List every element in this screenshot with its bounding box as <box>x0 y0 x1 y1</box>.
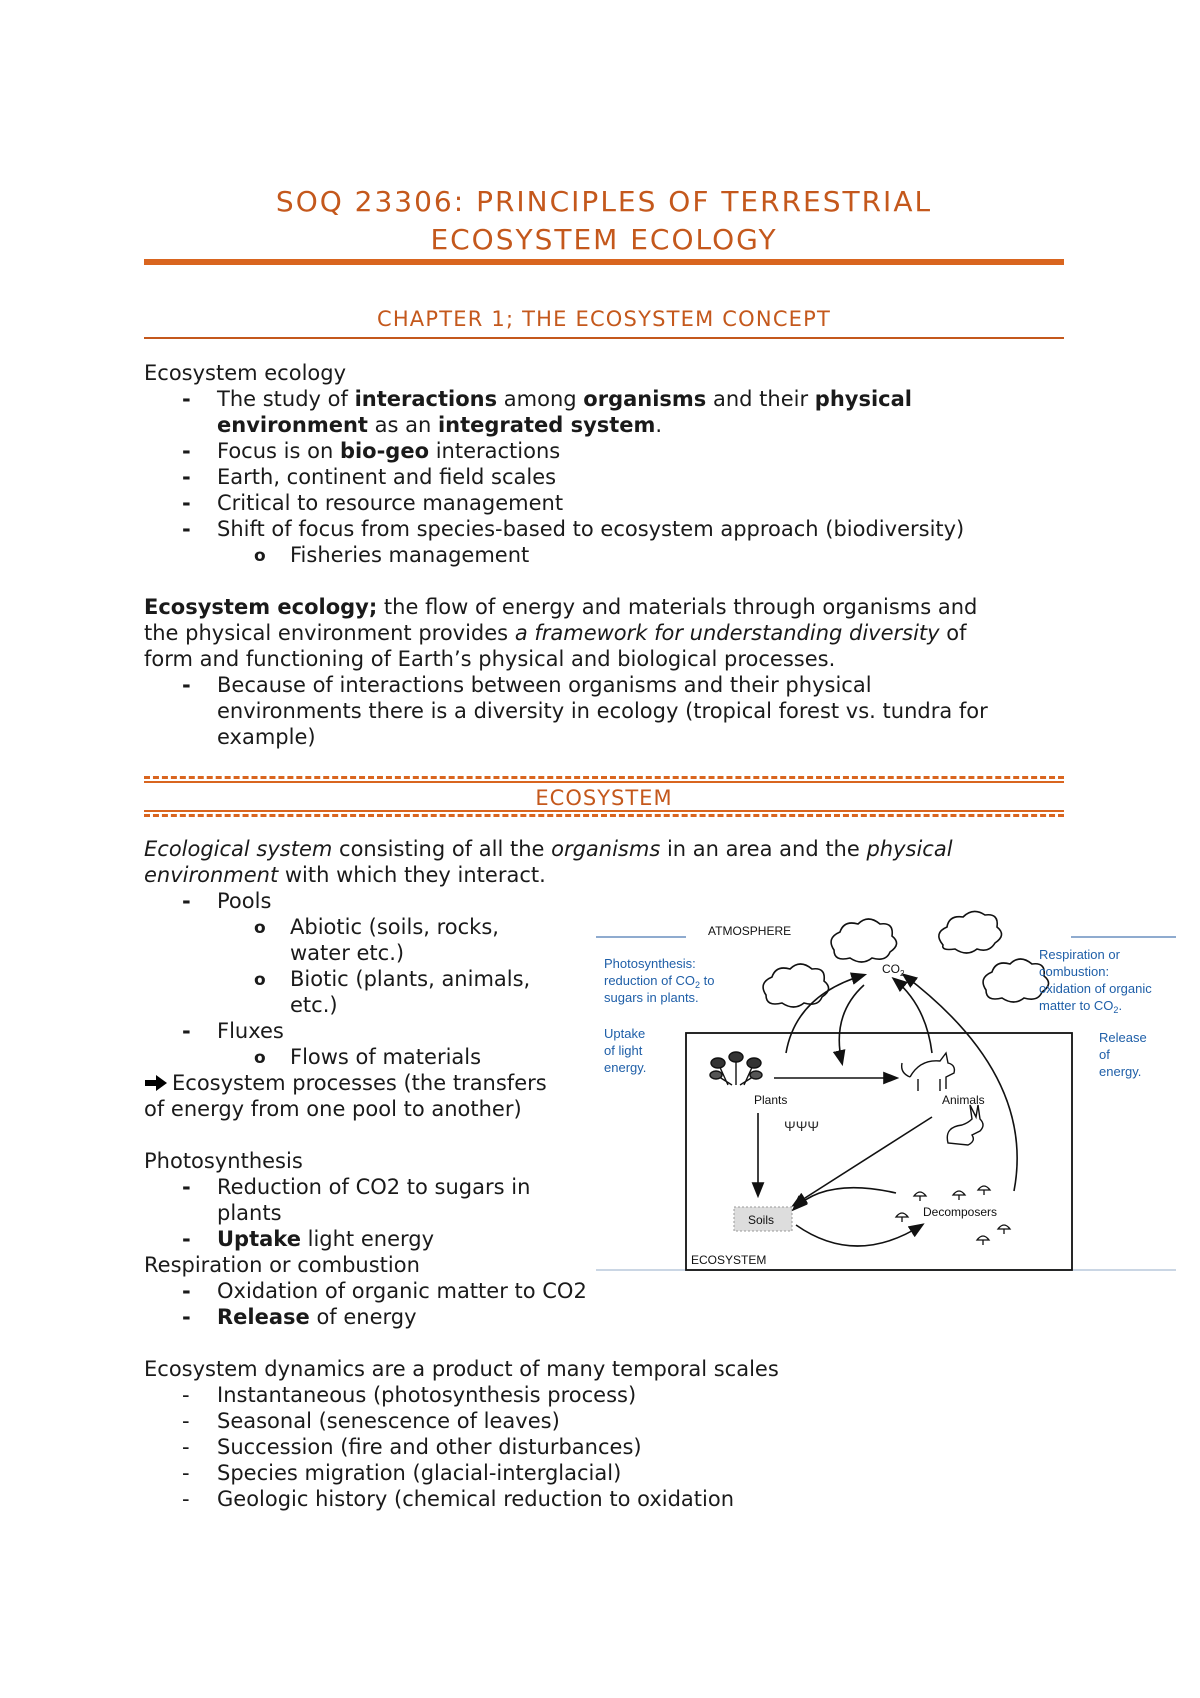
cloud-icon <box>763 964 828 1007</box>
arrow-co2-to-plants-uptake <box>786 975 864 1053</box>
photosynthesis-label-line-3: sugars in plants. <box>604 990 699 1005</box>
sub-bullet-biotic-line-2: etc.) <box>290 993 338 1017</box>
ecosystem-ecology-definition-line-1: Ecosystem ecology; the flow of energy and materials through organisms and <box>144 595 978 619</box>
uptake-label-line-3: energy. <box>604 1060 647 1075</box>
sub-bullet-o: o <box>254 918 266 938</box>
bullet-dash: - <box>182 387 191 411</box>
section-rule-bottom <box>144 810 1064 812</box>
ecosystem-box-label: ECOSYSTEM <box>691 1253 767 1267</box>
respiration-label-line-4: matter to $CO_2$. <box>1039 998 1123 1015</box>
list-item: Seasonal (senescence of leaves) <box>217 1409 560 1433</box>
bullet-reduction-line-1: Reduction of CO2 to sugars in <box>217 1175 531 1199</box>
ecosystem-ecology-definition-line-3: form and functioning of Earth’s physical and biological processes. <box>144 647 836 671</box>
respiration-heading: Respiration or combustion <box>144 1253 420 1277</box>
section-heading-ecosystem: ECOSYSTEM <box>535 786 673 810</box>
atmosphere-label: ATMOSPHERE <box>708 924 792 938</box>
soils-label: Soils <box>748 1213 775 1227</box>
sub-bullet-o: o <box>254 970 266 990</box>
ecological-system-line-2: environment with which they interact. <box>144 863 546 887</box>
bullet-scales: Earth, continent and field scales <box>217 465 557 489</box>
list-item: Species migration (glacial-interglacial) <box>217 1461 622 1485</box>
bullet-diversity-line-3: example) <box>217 725 316 749</box>
bullet-pools: Pools <box>217 889 272 913</box>
ecosystem-ecology-heading: Ecosystem ecology <box>144 361 347 385</box>
plants-label: Plants <box>754 1093 788 1107</box>
arrow-co2-to-plants <box>839 985 864 1063</box>
rabbit-icon <box>947 1105 983 1145</box>
photosynthesis-heading: Photosynthesis <box>144 1149 303 1173</box>
bullet-release: Release of energy <box>217 1305 417 1329</box>
bullet-dash: - <box>182 439 191 463</box>
bullet-dash: - <box>182 1279 191 1303</box>
bullet-dash: - <box>182 889 191 913</box>
bullet-dash: - <box>182 1383 190 1407</box>
bullet-dash: - <box>182 465 191 489</box>
uptake-label: Uptake <box>604 1026 646 1041</box>
respiration-label: Respiration or <box>1039 947 1120 962</box>
bullet-study-of-interactions: The study of interactions among organisms and their physical <box>217 387 912 411</box>
arrow-decomposers-to-soils <box>794 1188 896 1209</box>
co2-label: $CO_2$ <box>882 962 905 978</box>
list-item: Instantaneous (photosynthesis process) <box>217 1383 637 1407</box>
bullet-dash: - <box>182 1409 190 1433</box>
seedlings-icon: ΨΨΨ <box>784 1118 820 1134</box>
doc-title-line-1: SOQ 23306: PRINCIPLES OF TERRESTRIAL <box>275 185 933 218</box>
photosynthesis-label-line-2: reduction of $CO_2$ to <box>604 973 715 990</box>
bullet-dash: - <box>182 1227 191 1251</box>
bullet-fluxes: Fluxes <box>217 1019 284 1043</box>
ecosystem-processes-line-2: of energy from one pool to another) <box>144 1097 522 1121</box>
release-label-line-2: of <box>1099 1047 1110 1062</box>
release-label-line-3: energy. <box>1099 1064 1142 1079</box>
plant-icon <box>710 1052 762 1085</box>
cloud-icon <box>939 911 1002 953</box>
title-rule <box>144 259 1064 265</box>
bullet-diversity-line-1: Because of interactions between organisms and their physical <box>217 673 872 697</box>
photosynthesis-label: Photosynthesis: <box>604 956 696 971</box>
bullet-dash: - <box>182 1175 191 1199</box>
respiration-label-line-2: combustion: <box>1039 964 1110 979</box>
ecological-system-line-1: Ecological system consisting of all the organisms in an area and the physical <box>144 837 953 861</box>
bullet-dash: - <box>182 517 191 541</box>
arrow-decomposers-to-co2 <box>904 975 1017 1191</box>
sub-bullet-o: o <box>254 1048 266 1068</box>
sub-bullet-fisheries: Fisheries management <box>290 543 530 567</box>
arrow-right-icon <box>144 1074 168 1092</box>
list-item: Succession (fire and other disturbances) <box>217 1435 642 1459</box>
ecosystem-ecology-definition-line-2: the physical environment provides a framework for understanding diversity of <box>144 621 967 645</box>
bullet-resource-management: Critical to resource management <box>217 491 564 515</box>
section-rule-top-dashed <box>144 776 1064 779</box>
bullet-shift-of-focus: Shift of focus from species-based to ecosystem approach (biodiversity) <box>217 517 965 541</box>
section-rule-bottom-dashed <box>144 814 1064 817</box>
sub-bullet-flows: Flows of materials <box>290 1045 482 1069</box>
bullet-dash: - <box>182 1435 190 1459</box>
sub-bullet-biotic-line-1: Biotic (plants, animals, <box>290 967 531 991</box>
sub-bullet-abiotic-line-2: water etc.) <box>290 941 405 965</box>
bullet-study-continuation: environment as an integrated system. <box>217 413 663 437</box>
bullet-dash: - <box>182 673 191 697</box>
bullet-dash: - <box>182 1305 191 1329</box>
bullet-dash: - <box>182 1019 191 1043</box>
section-rule-top <box>144 781 1064 783</box>
sub-bullet-o: o <box>254 546 266 566</box>
uptake-label-line-2: of light <box>604 1043 643 1058</box>
animals-label: Animals <box>942 1093 985 1107</box>
bullet-dash: - <box>182 491 191 515</box>
fox-icon <box>902 1053 955 1091</box>
bullet-dash: - <box>182 1461 190 1485</box>
bullet-reduction-line-2: plants <box>217 1201 282 1225</box>
arrow-soils-to-decomposers <box>796 1225 922 1246</box>
ecosystem-processes-line-1: Ecosystem processes (the transfers <box>144 1070 547 1096</box>
doc-title-line-2: ECOSYSTEM ECOLOGY <box>430 223 778 256</box>
respiration-label-line-3: oxidation of organic <box>1039 981 1152 996</box>
decomposers-label: Decomposers <box>923 1205 998 1219</box>
bullet-dash: - <box>182 1487 190 1511</box>
chapter-heading: CHAPTER 1; THE ECOSYSTEM CONCEPT <box>376 307 832 331</box>
bullet-uptake: Uptake light energy <box>217 1227 435 1251</box>
bullet-oxidation: Oxidation of organic matter to CO2 <box>217 1279 587 1303</box>
list-item: Geologic history (chemical reduction to oxidation <box>217 1487 735 1511</box>
sub-bullet-abiotic-line-1: Abiotic (soils, rocks, <box>290 915 499 939</box>
ecosystem-dynamics-heading: Ecosystem dynamics are a product of many temporal scales <box>144 1357 779 1381</box>
cloud-icon <box>831 919 896 962</box>
chapter-rule <box>144 337 1064 339</box>
bullet-diversity-line-2: environments there is a diversity in ecology (tropical forest vs. tundra for <box>217 699 988 723</box>
arrow-animals-to-co2 <box>894 979 932 1053</box>
release-label: Release <box>1099 1030 1147 1045</box>
bullet-bio-geo: Focus is on bio-geo interactions <box>217 439 561 463</box>
ecosystem-diagram <box>596 895 1176 1280</box>
